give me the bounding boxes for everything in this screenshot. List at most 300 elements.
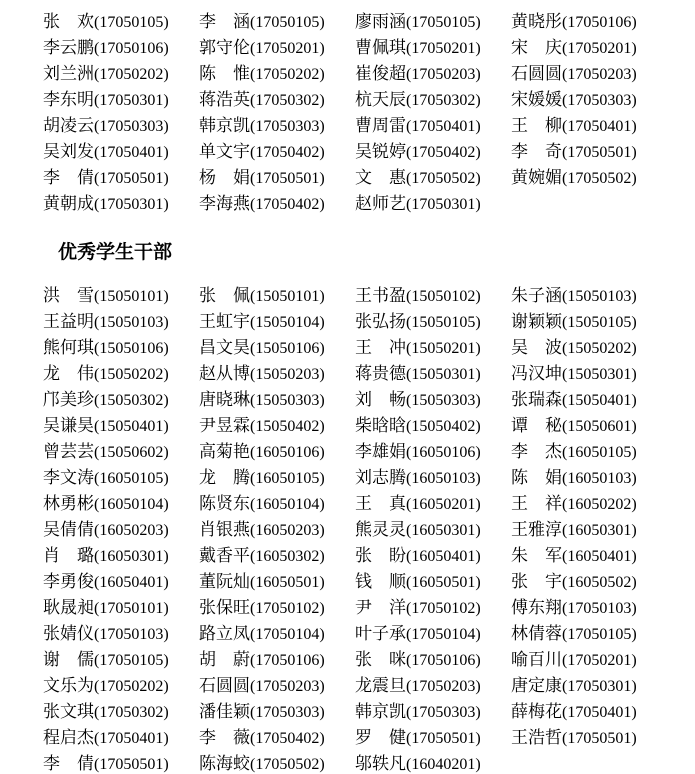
student-id: (16050201) [406, 495, 481, 513]
student-name: 林勇彬 [43, 493, 94, 513]
student-entry [355, 697, 511, 722]
student-entry [43, 189, 199, 214]
student-entry [199, 111, 355, 136]
student-id: (15050106) [250, 339, 325, 357]
student-entry [511, 333, 667, 358]
student-entry [199, 7, 355, 32]
student-entry [43, 489, 199, 514]
student-entry [355, 437, 511, 462]
student-name: 柴晗晗 [355, 415, 406, 435]
student-entry [511, 463, 667, 488]
student-id: (16050301) [562, 521, 637, 539]
student-id: (16050105) [250, 469, 325, 487]
student-id: (17050201) [562, 39, 637, 57]
student-entry [199, 567, 355, 592]
student-entry [511, 515, 667, 540]
student-name: 谭 秘 [511, 415, 562, 435]
student-entry [43, 749, 199, 774]
student-id: (16050501) [406, 573, 481, 591]
student-id: (15050106) [94, 339, 169, 357]
student-name: 叶子承 [355, 623, 406, 643]
student-name: 邝美珍 [43, 389, 94, 409]
student-name: 王虹宇 [199, 311, 250, 331]
roster-row [43, 566, 695, 592]
student-entry [199, 411, 355, 436]
student-name: 单文宇 [199, 141, 250, 161]
student-id: (17050402) [250, 729, 325, 747]
student-name: 张弘扬 [355, 311, 406, 331]
student-name: 戴香平 [199, 545, 250, 565]
student-id: (17050502) [406, 169, 481, 187]
student-name: 李海燕 [199, 193, 250, 213]
student-name: 廖雨涵 [355, 11, 406, 31]
student-id: (15050102) [406, 287, 481, 305]
student-id: (17050401) [562, 703, 637, 721]
student-entry [511, 723, 667, 748]
student-entry [511, 489, 667, 514]
student-entry [355, 281, 511, 306]
student-id: (17050105) [406, 13, 481, 31]
student-id: (16050401) [562, 547, 637, 565]
student-name: 谢 儒 [43, 649, 94, 669]
student-name: 李 奇 [511, 141, 562, 161]
roster-row [43, 110, 695, 136]
student-entry [43, 645, 199, 670]
student-name: 林倩蓉 [511, 623, 562, 643]
student-name: 蒋贵德 [355, 363, 406, 383]
student-name: 王书盈 [355, 285, 406, 305]
student-name: 陈海蛟 [199, 753, 250, 773]
student-entry [199, 697, 355, 722]
student-name: 高菊艳 [199, 441, 250, 461]
student-id: (16050103) [406, 469, 481, 487]
student-id: (17050103) [562, 599, 637, 617]
student-name: 唐晓琳 [199, 389, 250, 409]
student-name: 尹昱霖 [199, 415, 250, 435]
student-entry [511, 359, 667, 384]
student-name: 宋媛媛 [511, 89, 562, 109]
student-entry [355, 7, 511, 32]
student-id: (15050401) [562, 391, 637, 409]
student-entry [199, 671, 355, 696]
student-id: (16050203) [250, 521, 325, 539]
student-entry [511, 645, 667, 670]
student-id: (15050301) [562, 365, 637, 383]
section-heading: 优秀学生干部 [58, 242, 173, 263]
student-id: (17050501) [562, 143, 637, 161]
student-id: (17050104) [250, 625, 325, 643]
student-id: (17050502) [562, 169, 637, 187]
student-id: (17050106) [406, 651, 481, 669]
student-entry [43, 137, 199, 162]
student-id: (15050303) [406, 391, 481, 409]
student-id: (17050501) [406, 729, 481, 747]
student-id: (17050202) [250, 65, 325, 83]
student-entry [43, 411, 199, 436]
student-entry [355, 489, 511, 514]
student-id: (17050402) [406, 143, 481, 161]
student-name: 程启杰 [43, 727, 94, 747]
student-id: (17050105) [250, 13, 325, 31]
student-name: 张 盼 [355, 545, 406, 565]
student-id: (17050201) [406, 39, 481, 57]
student-entry [199, 541, 355, 566]
student-name: 李云鹏 [43, 37, 94, 57]
student-name: 宋 庆 [511, 37, 562, 57]
student-entry [355, 333, 511, 358]
student-name: 刘志腾 [355, 467, 406, 487]
student-id: (16050105) [562, 443, 637, 461]
student-name: 王益明 [43, 311, 94, 331]
student-entry [199, 515, 355, 540]
roster-row [43, 280, 695, 306]
student-id: (15050105) [406, 313, 481, 331]
student-name: 吴谦昊 [43, 415, 94, 435]
student-id: (15050101) [250, 287, 325, 305]
roster-row [43, 6, 695, 32]
student-name: 潘佳颖 [199, 701, 250, 721]
student-name: 洪 雪 [43, 285, 94, 305]
student-id: (17050302) [406, 91, 481, 109]
student-id: (17050303) [94, 117, 169, 135]
student-name: 郭守伦 [199, 37, 250, 57]
student-id: (17050301) [94, 195, 169, 213]
student-id: (17050106) [562, 13, 637, 31]
student-id: (17050101) [94, 599, 169, 617]
student-name: 蒋浩英 [199, 89, 250, 109]
student-entry [43, 541, 199, 566]
roster-row [43, 32, 695, 58]
student-id: (17050401) [94, 143, 169, 161]
student-id: (17050103) [94, 625, 169, 643]
student-name: 王雅淳 [511, 519, 562, 539]
student-entry [355, 463, 511, 488]
student-entry [511, 697, 667, 722]
student-id: (15050301) [406, 365, 481, 383]
student-name: 张 佩 [199, 285, 250, 305]
student-entry [355, 619, 511, 644]
student-entry [43, 593, 199, 618]
student-entry [43, 333, 199, 358]
student-id: (17050102) [406, 599, 481, 617]
student-id: (17050302) [94, 703, 169, 721]
student-name: 李勇俊 [43, 571, 94, 591]
student-entry [511, 593, 667, 618]
student-entry [43, 85, 199, 110]
student-id: (17050301) [406, 195, 481, 213]
roster-row [43, 670, 695, 696]
student-id: (16050501) [250, 573, 325, 591]
student-entry [199, 307, 355, 332]
student-entry [43, 385, 199, 410]
student-entry [355, 85, 511, 110]
student-id: (15050103) [94, 313, 169, 331]
student-entry [43, 463, 199, 488]
student-id: (17050402) [250, 195, 325, 213]
student-name: 吴锐婷 [355, 141, 406, 161]
award-list-top [43, 6, 695, 214]
student-entry [199, 85, 355, 110]
student-entry [511, 307, 667, 332]
student-name: 钱 顺 [355, 571, 406, 591]
student-entry [199, 723, 355, 748]
student-name: 张 咪 [355, 649, 406, 669]
student-name: 崔俊超 [355, 63, 406, 83]
roster-row [43, 748, 695, 774]
student-name: 龙震旦 [355, 675, 406, 695]
roster-row [43, 722, 695, 748]
student-id: (16050106) [250, 443, 325, 461]
student-name: 罗 健 [355, 727, 406, 747]
student-id: (17050501) [562, 729, 637, 747]
student-id: (17050201) [562, 651, 637, 669]
roster-row [43, 592, 695, 618]
student-entry [199, 163, 355, 188]
student-id: (15050402) [406, 417, 481, 435]
student-id: (17050501) [94, 169, 169, 187]
student-name: 龙 腾 [199, 467, 250, 487]
student-name: 杭天辰 [355, 89, 406, 109]
student-entry [43, 567, 199, 592]
student-name: 黄朝成 [43, 193, 94, 213]
student-entry [199, 359, 355, 384]
student-id: (15050601) [562, 417, 637, 435]
student-entry [199, 137, 355, 162]
student-id: (16050302) [250, 547, 325, 565]
roster-row [43, 306, 695, 332]
roster-row [43, 436, 695, 462]
student-id: (16050103) [562, 469, 637, 487]
student-name: 尹 洋 [355, 597, 406, 617]
student-entry [511, 411, 667, 436]
student-id: (17050301) [94, 91, 169, 109]
roster-row [43, 188, 695, 214]
student-entry [355, 671, 511, 696]
student-id: (17050102) [250, 599, 325, 617]
student-entry [43, 111, 199, 136]
student-name: 李雄娟 [355, 441, 406, 461]
student-name: 黄婉媚 [511, 167, 562, 187]
student-name: 董阮灿 [199, 571, 250, 591]
student-entry [43, 671, 199, 696]
student-name: 赵师艺 [355, 193, 406, 213]
student-entry [43, 619, 199, 644]
student-entry [355, 385, 511, 410]
student-id: (16050401) [94, 573, 169, 591]
student-entry [199, 749, 355, 774]
student-id: (17050202) [94, 677, 169, 695]
student-entry [199, 385, 355, 410]
student-name: 陈贤东 [199, 493, 250, 513]
student-id: (17050106) [94, 39, 169, 57]
student-name: 陈 惟 [199, 63, 250, 83]
student-id: (15050401) [94, 417, 169, 435]
roster-row [43, 696, 695, 722]
student-entry [355, 593, 511, 618]
student-name: 昌文昊 [199, 337, 250, 357]
student-id: (17050105) [94, 13, 169, 31]
student-entry [43, 723, 199, 748]
student-name: 王 祥 [511, 493, 562, 513]
student-name: 李 倩 [43, 167, 94, 187]
student-name: 王 冲 [355, 337, 406, 357]
student-entry [511, 281, 667, 306]
student-id: (17050401) [94, 729, 169, 747]
student-id: (17050106) [250, 651, 325, 669]
student-id: (16050202) [562, 495, 637, 513]
student-id: (17050303) [406, 703, 481, 721]
student-name: 杨 娟 [199, 167, 250, 187]
student-id: (15050303) [250, 391, 325, 409]
student-name: 李 涵 [199, 11, 250, 31]
student-name: 张瑞森 [511, 389, 562, 409]
student-name: 耿晟昶 [43, 597, 94, 617]
student-entry [199, 645, 355, 670]
student-name: 韩京凯 [355, 701, 406, 721]
student-name: 陈 娟 [511, 467, 562, 487]
student-id: (16050401) [406, 547, 481, 565]
student-name: 喻百川 [511, 649, 562, 669]
student-entry [43, 7, 199, 32]
roster-row [43, 384, 695, 410]
student-id: (17050301) [562, 677, 637, 695]
student-entry [355, 359, 511, 384]
student-id: (16050203) [94, 521, 169, 539]
student-id: (17050203) [406, 677, 481, 695]
student-id: (17050501) [94, 755, 169, 773]
student-entry [511, 619, 667, 644]
student-entry [355, 111, 511, 136]
student-entry [43, 515, 199, 540]
student-name: 李 倩 [43, 753, 94, 773]
student-name: 曹佩琪 [355, 37, 406, 57]
student-name: 王 柳 [511, 115, 562, 135]
student-entry [43, 437, 199, 462]
student-name: 张 欢 [43, 11, 94, 31]
roster-row [43, 540, 695, 566]
student-name: 吴倩倩 [43, 519, 94, 539]
roster-row [43, 488, 695, 514]
student-name: 石圆圆 [199, 675, 250, 695]
student-id: (16050104) [94, 495, 169, 513]
student-id: (17050201) [250, 39, 325, 57]
student-entry [355, 567, 511, 592]
roster-row [43, 358, 695, 384]
student-id: (17050402) [250, 143, 325, 161]
student-entry [511, 137, 667, 162]
student-id: (17050202) [94, 65, 169, 83]
roster-row [43, 514, 695, 540]
student-name: 胡凌云 [43, 115, 94, 135]
student-id: (15050302) [94, 391, 169, 409]
student-id: (15050203) [250, 365, 325, 383]
student-entry [511, 671, 667, 696]
student-name: 肖银燕 [199, 519, 250, 539]
student-entry [43, 281, 199, 306]
student-id: (17050303) [562, 91, 637, 109]
student-entry [355, 137, 511, 162]
student-entry [355, 33, 511, 58]
roster-row [43, 618, 695, 644]
student-name: 王 真 [355, 493, 406, 513]
student-id: (17050104) [406, 625, 481, 643]
roster-row [43, 644, 695, 670]
student-id: (17050302) [250, 91, 325, 109]
student-name: 李文涛 [43, 467, 94, 487]
student-name: 张 宇 [511, 571, 562, 591]
student-id: (17050502) [250, 755, 325, 773]
student-entry [511, 567, 667, 592]
student-entry [355, 723, 511, 748]
student-name: 熊何琪 [43, 337, 94, 357]
roster-row [43, 332, 695, 358]
student-name: 吴 波 [511, 337, 562, 357]
student-name: 谢颖颖 [511, 311, 562, 331]
student-entry [199, 463, 355, 488]
student-entry [355, 515, 511, 540]
roster-row [43, 58, 695, 84]
student-id: (15050602) [94, 443, 169, 461]
student-id: (17050401) [562, 117, 637, 135]
student-id: (15050105) [562, 313, 637, 331]
student-id: (16050106) [406, 443, 481, 461]
student-entry [199, 59, 355, 84]
student-entry [355, 749, 511, 774]
student-id: (15050101) [94, 287, 169, 305]
student-entry [511, 7, 667, 32]
student-name: 肖 璐 [43, 545, 94, 565]
student-entry [43, 59, 199, 84]
student-name: 邬轶凡 [355, 753, 406, 773]
student-name: 朱子涵 [511, 285, 562, 305]
student-name: 曾芸芸 [43, 441, 94, 461]
student-entry [511, 59, 667, 84]
student-name: 赵从博 [199, 363, 250, 383]
student-name: 李东明 [43, 89, 94, 109]
student-name: 熊灵灵 [355, 519, 406, 539]
student-entry [199, 593, 355, 618]
student-id: (15050402) [250, 417, 325, 435]
student-name: 黄晓彤 [511, 11, 562, 31]
student-entry [199, 189, 355, 214]
student-entry [511, 85, 667, 110]
student-name: 文 惠 [355, 167, 406, 187]
student-entry [199, 489, 355, 514]
student-id: (17050303) [250, 117, 325, 135]
student-id: (15050201) [406, 339, 481, 357]
student-name: 胡 蔚 [199, 649, 250, 669]
student-name: 韩京凯 [199, 115, 250, 135]
student-name: 刘兰洲 [43, 63, 94, 83]
student-name: 曹周雷 [355, 115, 406, 135]
student-name: 龙 伟 [43, 363, 94, 383]
student-name: 石圆圆 [511, 63, 562, 83]
student-entry [199, 281, 355, 306]
student-name: 冯汉坤 [511, 363, 562, 383]
student-id: (16050301) [94, 547, 169, 565]
student-entry [199, 619, 355, 644]
student-name: 李 薇 [199, 727, 250, 747]
student-id: (17050203) [406, 65, 481, 83]
student-name: 唐定康 [511, 675, 562, 695]
student-id: (17050105) [562, 625, 637, 643]
student-entry [511, 33, 667, 58]
student-name: 刘 畅 [355, 389, 406, 409]
student-entry [355, 307, 511, 332]
student-name: 傅东翔 [511, 597, 562, 617]
student-id: (16040201) [406, 755, 481, 773]
student-name: 文乐为 [43, 675, 94, 695]
